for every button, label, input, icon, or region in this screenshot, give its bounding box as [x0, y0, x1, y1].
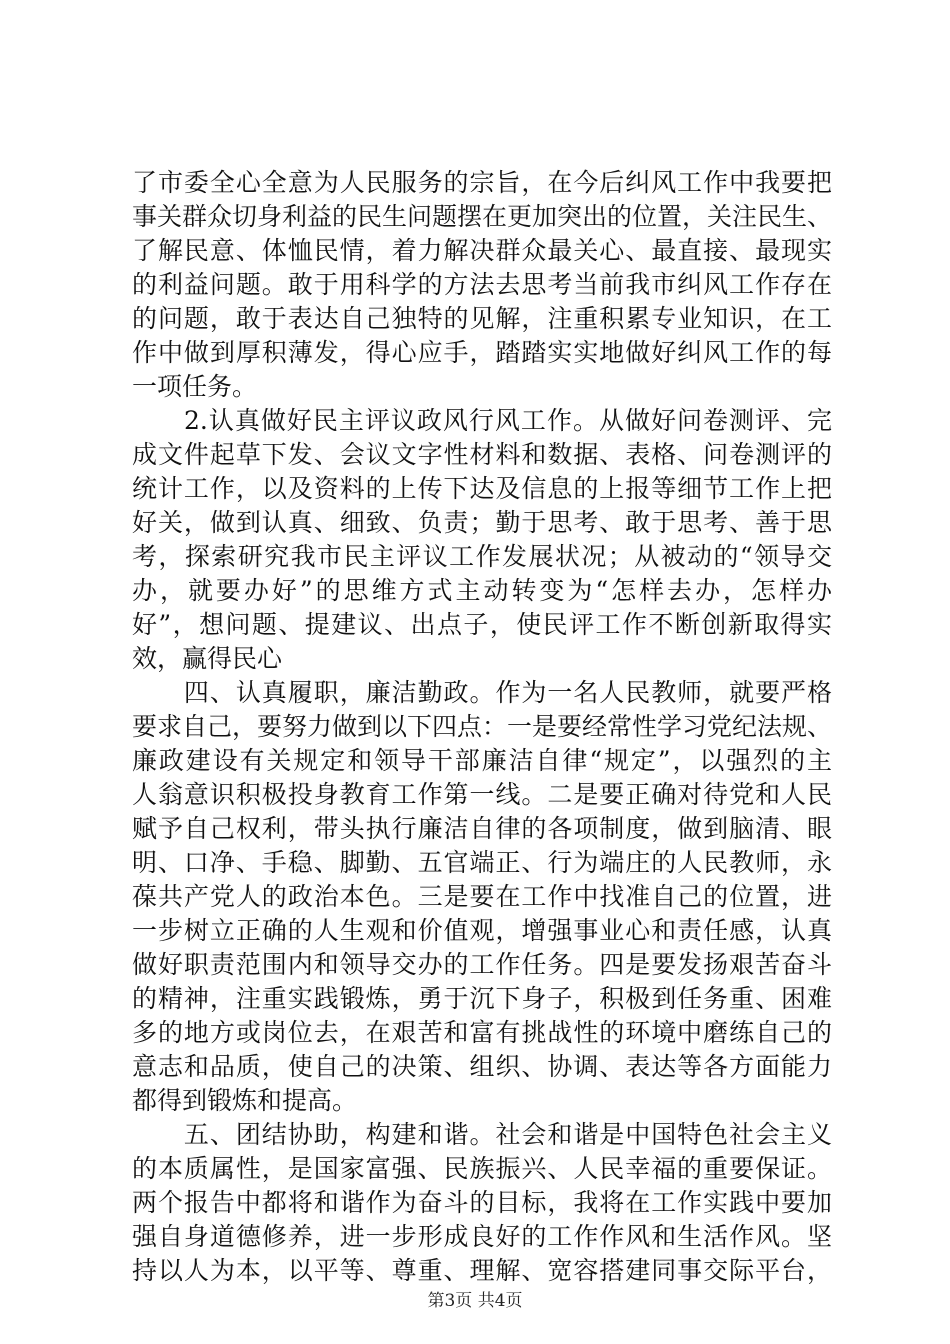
text-line: 一项任务。 [132, 372, 258, 401]
text-line: 了解民意、体恤民情，着力解决群众最关心、最直接、最现实 [132, 236, 832, 265]
text-line: 持以人为本，以平等、尊重、理解、宽容搭建同事交际平台， [132, 1256, 832, 1285]
text-line: 效，赢得民心 [132, 644, 283, 673]
text-line: 都得到锻炼和提高。 [132, 1086, 358, 1115]
text-line: 四、认真履职，廉洁勤政。作为一名人民教师，就要严格 [132, 678, 832, 707]
text-line: 五、团结协助，构建和谐。社会和谐是中国特色社会主义 [132, 1120, 832, 1149]
text-line: 的利益问题。敢于用科学的方法去思考当前我市纠风工作存在 [132, 270, 832, 299]
text-line: 了市委全心全意为人民服务的宗旨，在今后纠风工作中我要把 [132, 168, 832, 197]
text-line: 廉政建设有关规定和领导干部廉洁自律“规定”，以强烈的主 [132, 746, 832, 775]
text-line: 人翁意识积极投身教育工作第一线。二是要正确对待党和人民 [132, 780, 832, 809]
text-line: 葆共产党人的政治本色。三是要在工作中找准自己的位置，进 [132, 882, 832, 911]
text-line: 2.认真做好民主评议政风行风工作。从做好问卷测评、完 [132, 406, 832, 435]
text-line: 成文件起草下发、会议文字性材料和数据、表格、问卷测评的 [132, 440, 832, 469]
text-line: 好”，想问题、提建议、出点子，使民评工作不断创新取得实 [132, 610, 832, 639]
text-line: 明、口净、手稳、脚勤、五官端正、行为端庄的人民教师，永 [132, 848, 832, 877]
text-line: 考，探索研究我市民主评议工作发展状况；从被动的“领导交 [132, 542, 832, 571]
text-line: 两个报告中都将和谐作为奋斗的目标，我将在工作实践中要加 [132, 1188, 832, 1217]
text-line: 意志和品质，使自己的决策、组织、协调、表达等各方面能力 [132, 1052, 832, 1081]
text-line: 办，就要办好”的思维方式主动转变为“怎样去办，怎样办 [132, 576, 832, 605]
text-line: 强自身道德修养，进一步形成良好的工作作风和生活作风。坚 [132, 1222, 832, 1251]
text-line: 好关，做到认真、细致、负责；勤于思考、敢于思考、善于思 [132, 508, 832, 537]
text-line: 要求自己，要努力做到以下四点：一是要经常性学习党纪法规、 [132, 712, 833, 741]
text-line: 的问题，敢于表达自己独特的见解，注重积累专业知识，在工 [132, 304, 832, 333]
text-line: 的精神，注重实践锻炼，勇于沉下身子，积极到任务重、困难 [132, 984, 832, 1013]
text-line: 事关群众切身利益的民生问题摆在更加突出的位置，关注民生、 [132, 202, 833, 231]
text-line: 统计工作，以及资料的上传下达及信息的上报等细节工作上把 [132, 474, 832, 503]
text-line: 的本质属性，是国家富强、民族振兴、人民幸福的重要保证。 [132, 1154, 832, 1183]
page-footer: 第3页 共4页 [427, 1291, 523, 1311]
text-line: 赋予自己权利，带头执行廉洁自律的各项制度，做到脑清、眼 [132, 814, 832, 843]
text-line: 多的地方或岗位去，在艰苦和富有挑战性的环境中磨练自己的 [132, 1018, 832, 1047]
text-line: 作中做到厚积薄发，得心应手，踏踏实实地做好纠风工作的每 [132, 338, 832, 367]
text-line: 做好职责范围内和领导交办的工作任务。四是要发扬艰苦奋斗 [132, 950, 832, 979]
text-line: 一步树立正确的人生观和价值观，增强事业心和责任感，认真 [132, 916, 832, 945]
